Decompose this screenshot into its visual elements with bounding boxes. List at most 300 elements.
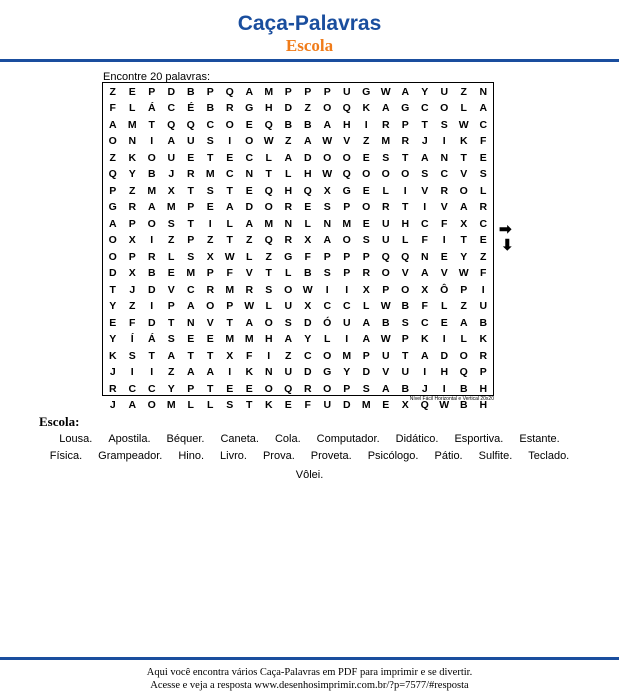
word-item: Lousa.: [59, 433, 93, 445]
grid-cell: A: [381, 382, 390, 395]
grid-cell: C: [479, 118, 488, 131]
grid-cell: L: [265, 300, 272, 312]
grid-cell: U: [167, 151, 176, 164]
grid-cell: L: [324, 333, 331, 345]
grid-cell: Y: [460, 250, 468, 263]
grid-cell: I: [267, 349, 271, 362]
grid-cell: B: [459, 382, 468, 395]
grid-row: [103, 117, 493, 134]
grid-cell: W: [244, 300, 255, 312]
grid-cell: M: [205, 168, 215, 180]
grid-cell: O: [459, 349, 468, 362]
word-item: Grampeador.: [98, 450, 163, 462]
word-list-line-2: [0, 450, 619, 462]
grid-cell: C: [186, 283, 195, 296]
grid-cell: Q: [342, 168, 351, 180]
grid-cell: S: [362, 382, 370, 395]
grid-cell: H: [264, 102, 273, 114]
grid-row: [103, 381, 493, 398]
grid-cell: T: [148, 118, 155, 131]
grid-cell: A: [323, 118, 332, 131]
grid-cell: O: [362, 168, 371, 180]
grid-cell: U: [342, 316, 351, 329]
grid-cell: Á: [147, 333, 156, 345]
grid-cell: A: [401, 85, 410, 98]
grid-cell: X: [304, 234, 312, 246]
grid-cell: Q: [186, 118, 195, 131]
page-title: Caça-Palavras: [237, 12, 382, 35]
grid-cell: I: [423, 201, 427, 213]
word-item: Apostila.: [108, 433, 151, 445]
grid-cell: P: [479, 366, 487, 378]
grid-cell: R: [128, 201, 137, 213]
grid-cell: N: [323, 217, 332, 230]
level-note: Nível Fácil Horizontal e Vertical 20x20: [409, 396, 494, 402]
page-subtitle: Escola: [285, 36, 334, 55]
grid-cell: A: [459, 316, 468, 329]
grid-cell: P: [401, 118, 409, 131]
word-item: Psicólogo.: [367, 450, 419, 462]
grid-cell: Y: [128, 168, 136, 180]
grid-cell: I: [442, 234, 446, 246]
grid-cell: R: [186, 168, 195, 180]
grid-row: [103, 84, 493, 101]
grid-row: [103, 348, 493, 365]
grid-cell: T: [187, 217, 194, 230]
grid-cell: S: [167, 333, 175, 345]
grid-cell: P: [206, 85, 214, 98]
grid-cell: O: [108, 135, 117, 147]
grid-cell: L: [285, 267, 292, 279]
grid-cell: D: [167, 85, 176, 98]
grid-cell: R: [206, 283, 215, 296]
grid-cell: G: [401, 102, 410, 114]
grid-cell: I: [150, 300, 154, 312]
grid-cell: A: [245, 85, 254, 98]
grid-cell: J: [168, 168, 175, 180]
grid-cell: P: [167, 300, 175, 312]
grid-cell: N: [479, 85, 488, 98]
grid-cell: X: [226, 349, 234, 362]
grid-cell: O: [323, 382, 332, 395]
grid-cell: S: [167, 217, 175, 230]
grid-cell: E: [304, 201, 312, 213]
grid-cell: O: [225, 118, 234, 131]
grid-cell: B: [303, 118, 312, 131]
grid-cell: V: [382, 366, 390, 378]
grid-cell: I: [345, 283, 349, 296]
grid-cell: A: [128, 399, 137, 411]
grid-cell: C: [342, 300, 351, 312]
grid-cell: E: [206, 333, 214, 345]
grid-cell: R: [362, 267, 371, 279]
grid-cell: N: [440, 151, 449, 164]
grid-cell: T: [207, 151, 214, 164]
grid-cell: C: [440, 168, 449, 180]
grid-cell: Í: [130, 333, 134, 345]
grid-cell: O: [323, 349, 332, 362]
word-item: Física.: [49, 450, 83, 462]
grid-cell: T: [421, 118, 428, 131]
grid-cell: Q: [381, 250, 390, 263]
grid-cell: J: [109, 399, 116, 411]
grid-cell: X: [128, 234, 136, 246]
grid-cell: E: [187, 333, 195, 345]
grid-cell: D: [108, 267, 117, 279]
grid-cell: F: [421, 300, 428, 312]
grid-cell: A: [381, 102, 390, 114]
grid-cell: Z: [129, 184, 136, 197]
grid-cell: Ô: [440, 283, 449, 296]
grid-cell: R: [479, 349, 488, 362]
grid-cell: C: [420, 102, 429, 114]
grid-cell: G: [245, 102, 254, 114]
grid-cell: Z: [129, 300, 136, 312]
grid-cell: L: [129, 102, 136, 114]
grid-cell: S: [284, 316, 292, 329]
grid-cell: P: [401, 333, 409, 345]
grid-cell: L: [226, 217, 233, 230]
grid-row: [103, 298, 493, 315]
grid-cell: A: [284, 151, 293, 164]
puzzle-instruction: Encontre 20 palavras:: [103, 71, 211, 83]
grid-cell: M: [361, 399, 371, 411]
grid-cell: R: [225, 102, 234, 114]
grid-cell: E: [440, 250, 448, 263]
grid-cell: W: [302, 283, 313, 296]
word-item: Livro.: [220, 450, 247, 462]
grid-cell: L: [441, 300, 448, 312]
grid-cell: T: [226, 184, 233, 197]
grid-cell: O: [323, 102, 332, 114]
grid-row: [103, 150, 493, 167]
grid-cell: P: [304, 85, 312, 98]
grid-cell: C: [128, 382, 137, 395]
grid-cell: O: [401, 283, 410, 296]
grid-cell: L: [265, 151, 272, 164]
grid-cell: O: [245, 135, 254, 147]
grid-cell: B: [459, 399, 468, 411]
word-item: Vôlei.: [295, 469, 324, 481]
grid-cell: K: [479, 333, 488, 345]
grid-cell: P: [128, 217, 136, 230]
grid-cell: L: [304, 217, 311, 230]
grid-cell: Z: [304, 102, 311, 114]
grid-cell: T: [460, 234, 467, 246]
grid-cell: H: [264, 333, 273, 345]
grid-cell: U: [381, 217, 390, 230]
grid-cell: P: [284, 85, 292, 98]
grid-cell: E: [479, 234, 487, 246]
grid-row: [103, 133, 493, 150]
word-list-heading: Escola:: [39, 414, 80, 429]
grid-cell: M: [342, 349, 352, 362]
grid-cell: I: [403, 184, 407, 197]
grid-cell: Y: [109, 300, 117, 312]
grid-cell: X: [323, 184, 331, 197]
grid-cell: P: [323, 85, 331, 98]
grid-cell: X: [167, 184, 175, 197]
grid-cell: O: [147, 217, 156, 230]
grid-cell: T: [187, 184, 194, 197]
grid-cell: Y: [109, 333, 117, 345]
grid-cell: D: [147, 316, 156, 329]
grid-cell: K: [264, 399, 273, 411]
grid-cell: U: [381, 349, 390, 362]
grid-cell: K: [420, 333, 429, 345]
grid-cell: O: [108, 250, 117, 263]
grid-cell: O: [206, 300, 215, 312]
grid-cell: O: [381, 267, 390, 279]
grid-cell: A: [167, 349, 176, 362]
grid-cell: E: [382, 399, 390, 411]
grid-cell: O: [440, 102, 449, 114]
grid-cell: T: [226, 316, 233, 329]
grid-cell: B: [284, 118, 293, 131]
grid-cell: M: [147, 184, 157, 197]
grid-cell: X: [362, 283, 370, 296]
grid-cell: W: [458, 118, 469, 131]
grid-cell: M: [166, 201, 176, 213]
grid-cell: R: [479, 201, 488, 213]
grid-cell: M: [186, 267, 196, 279]
word-item: Sulfite.: [478, 450, 513, 462]
grid-cell: P: [226, 300, 234, 312]
grid-cell: D: [440, 349, 449, 362]
word-list-line-3: [0, 469, 619, 481]
grid-cell: P: [343, 250, 351, 263]
grid-cell: Q: [167, 118, 176, 131]
grid-cell: L: [460, 102, 467, 114]
grid-cell: W: [224, 250, 235, 263]
grid-cell: C: [225, 168, 234, 180]
grid-cell: P: [382, 283, 390, 296]
grid-cell: S: [401, 316, 409, 329]
grid-cell: A: [108, 118, 117, 131]
grid-cell: I: [423, 366, 427, 378]
grid-cell: X: [421, 283, 429, 296]
grid-cell: V: [245, 267, 253, 279]
grid-cell: H: [401, 217, 410, 230]
grid-cell: L: [207, 399, 214, 411]
grid-cell: B: [381, 316, 390, 329]
grid-cell: P: [343, 382, 351, 395]
grid-cell: M: [127, 118, 137, 131]
grid-cell: P: [148, 85, 156, 98]
grid-cell: A: [420, 349, 429, 362]
grid-cell: W: [380, 333, 391, 345]
grid-cell: U: [479, 300, 488, 312]
word-item: Esportiva.: [454, 433, 504, 445]
grid-cell: F: [109, 102, 116, 114]
grid-cell: P: [187, 382, 195, 395]
grid-cell: T: [109, 283, 116, 296]
grid-cell: T: [265, 267, 272, 279]
grid-cell: S: [128, 349, 136, 362]
grid-row: [103, 183, 493, 200]
grid-cell: Z: [207, 234, 214, 246]
grid-cell: C: [167, 102, 176, 114]
grid-cell: T: [187, 349, 194, 362]
grid-cell: V: [440, 267, 448, 279]
grid-cell: Q: [264, 234, 273, 246]
grid-cell: W: [263, 135, 274, 147]
grid-cell: L: [480, 184, 487, 197]
grid-cell: D: [303, 151, 312, 164]
grid-cell: G: [284, 250, 293, 263]
grid-cell: J: [109, 366, 116, 378]
grid-cell: K: [245, 366, 254, 378]
grid-cell: M: [264, 217, 274, 230]
grid-cell: M: [264, 85, 274, 98]
grid-cell: T: [226, 234, 233, 246]
grid-cell: W: [458, 267, 469, 279]
grid-cell: U: [323, 399, 332, 411]
grid-cell: X: [206, 250, 214, 263]
grid-cell: Á: [147, 102, 156, 114]
grid-cell: A: [479, 102, 488, 114]
grid-cell: D: [147, 283, 156, 296]
grid-cell: M: [342, 217, 352, 230]
footer-line-1: Aqui você encontra vários Caça-Palavras em PDF para imprimir e se divertir.: [146, 667, 473, 678]
grid-cell: N: [420, 250, 429, 263]
grid-cell: H: [479, 399, 488, 411]
grid-cell: A: [108, 217, 117, 230]
arrow-right-icon: ➡: [499, 221, 512, 238]
grid-cell: P: [187, 234, 195, 246]
grid-cell: T: [265, 168, 272, 180]
grid-cell: O: [147, 151, 156, 164]
grid-cell: Q: [459, 366, 468, 378]
grid-cell: Z: [285, 349, 292, 362]
grid-cell: P: [128, 250, 136, 263]
grid-cell: L: [460, 333, 467, 345]
grid-cell: S: [362, 234, 370, 246]
grid-cell: A: [284, 333, 293, 345]
grid-cell: Q: [108, 168, 117, 180]
grid-cell: V: [460, 168, 468, 180]
grid-cell: S: [206, 135, 214, 147]
grid-cell: F: [246, 349, 253, 362]
grid-cell: O: [323, 151, 332, 164]
grid-cell: J: [421, 382, 428, 395]
grid-cell: I: [442, 135, 446, 147]
grid-cell: Z: [285, 135, 292, 147]
footer-line-2: Acesse e veja a resposta www.desenhosimprimir.com.br/?p=7577/#resposta: [150, 680, 469, 691]
grid-cell: Y: [343, 366, 351, 378]
word-item: Didático.: [395, 433, 439, 445]
grid-row: [103, 282, 493, 299]
grid-cell: R: [284, 234, 293, 246]
grid-cell: Y: [167, 382, 175, 395]
grid-cell: E: [128, 85, 136, 98]
grid-cell: C: [303, 349, 312, 362]
grid-cell: L: [246, 250, 253, 263]
grid-cell: D: [342, 399, 351, 411]
grid-cell: F: [480, 135, 487, 147]
grid-cell: Q: [264, 184, 273, 197]
grid-cell: A: [147, 201, 156, 213]
grid-cell: C: [479, 217, 488, 230]
grid-cell: S: [440, 118, 448, 131]
grid-cell: O: [264, 382, 273, 395]
grid-cell: E: [187, 151, 195, 164]
grid-cell: O: [108, 234, 117, 246]
grid-cell: O: [147, 399, 156, 411]
grid-cell: O: [362, 201, 371, 213]
grid-cell: W: [439, 399, 450, 411]
grid-cell: P: [460, 283, 468, 296]
grid-cell: R: [284, 201, 293, 213]
grid-cell: I: [228, 366, 232, 378]
grid-cell: Z: [460, 300, 467, 312]
grid-cell: F: [441, 217, 448, 230]
grid-cell: A: [362, 316, 371, 329]
grid-cell: F: [480, 267, 487, 279]
grid-cell: D: [245, 201, 254, 213]
grid-cell: T: [246, 399, 253, 411]
grid-cell: U: [342, 85, 351, 98]
grid-cell: A: [245, 316, 254, 329]
grid-row: [103, 265, 493, 282]
grid-cell: H: [440, 366, 449, 378]
grid-cell: V: [167, 283, 175, 296]
grid-row: [103, 249, 493, 266]
grid-cell: T: [402, 201, 409, 213]
grid-cell: Z: [168, 234, 175, 246]
grid-cell: C: [323, 300, 332, 312]
grid-cell: A: [303, 135, 312, 147]
word-item: Hino.: [178, 450, 205, 462]
grid-cell: E: [206, 201, 214, 213]
grid-cell: O: [284, 283, 293, 296]
grid-cell: L: [402, 234, 409, 246]
grid-cell: V: [401, 267, 409, 279]
grid-cell: L: [187, 399, 194, 411]
grid-cell: S: [265, 283, 273, 296]
grid-cell: B: [147, 267, 156, 279]
grid-row: [103, 364, 493, 381]
grid-cell: H: [284, 184, 293, 197]
grid-row: [103, 100, 493, 117]
grid-row: [103, 166, 493, 183]
top-divider: [0, 59, 619, 62]
grid-cell: E: [440, 316, 448, 329]
grid-row: [103, 315, 493, 332]
grid-cell: Ó: [323, 316, 332, 329]
grid-cell: P: [206, 267, 214, 279]
grid-cell: I: [481, 283, 485, 296]
grid-cell: B: [147, 168, 156, 180]
grid-cell: A: [206, 366, 215, 378]
grid-cell: W: [322, 135, 333, 147]
grid-cell: R: [401, 135, 410, 147]
grid-cell: F: [226, 267, 233, 279]
word-item: Prova.: [262, 450, 295, 462]
grid-cell: T: [402, 151, 409, 164]
grid-cell: M: [225, 283, 235, 296]
grid-cell: U: [284, 300, 293, 312]
grid-cell: É: [187, 102, 195, 114]
grid-cell: I: [364, 118, 368, 131]
grid-cell: W: [322, 168, 333, 180]
grid-cell: M: [225, 333, 235, 345]
grid-cell: B: [206, 102, 215, 114]
grid-cell: A: [167, 135, 176, 147]
grid-cell: Q: [225, 85, 234, 98]
grid-cell: I: [345, 333, 349, 345]
grid-cell: Q: [401, 250, 410, 263]
